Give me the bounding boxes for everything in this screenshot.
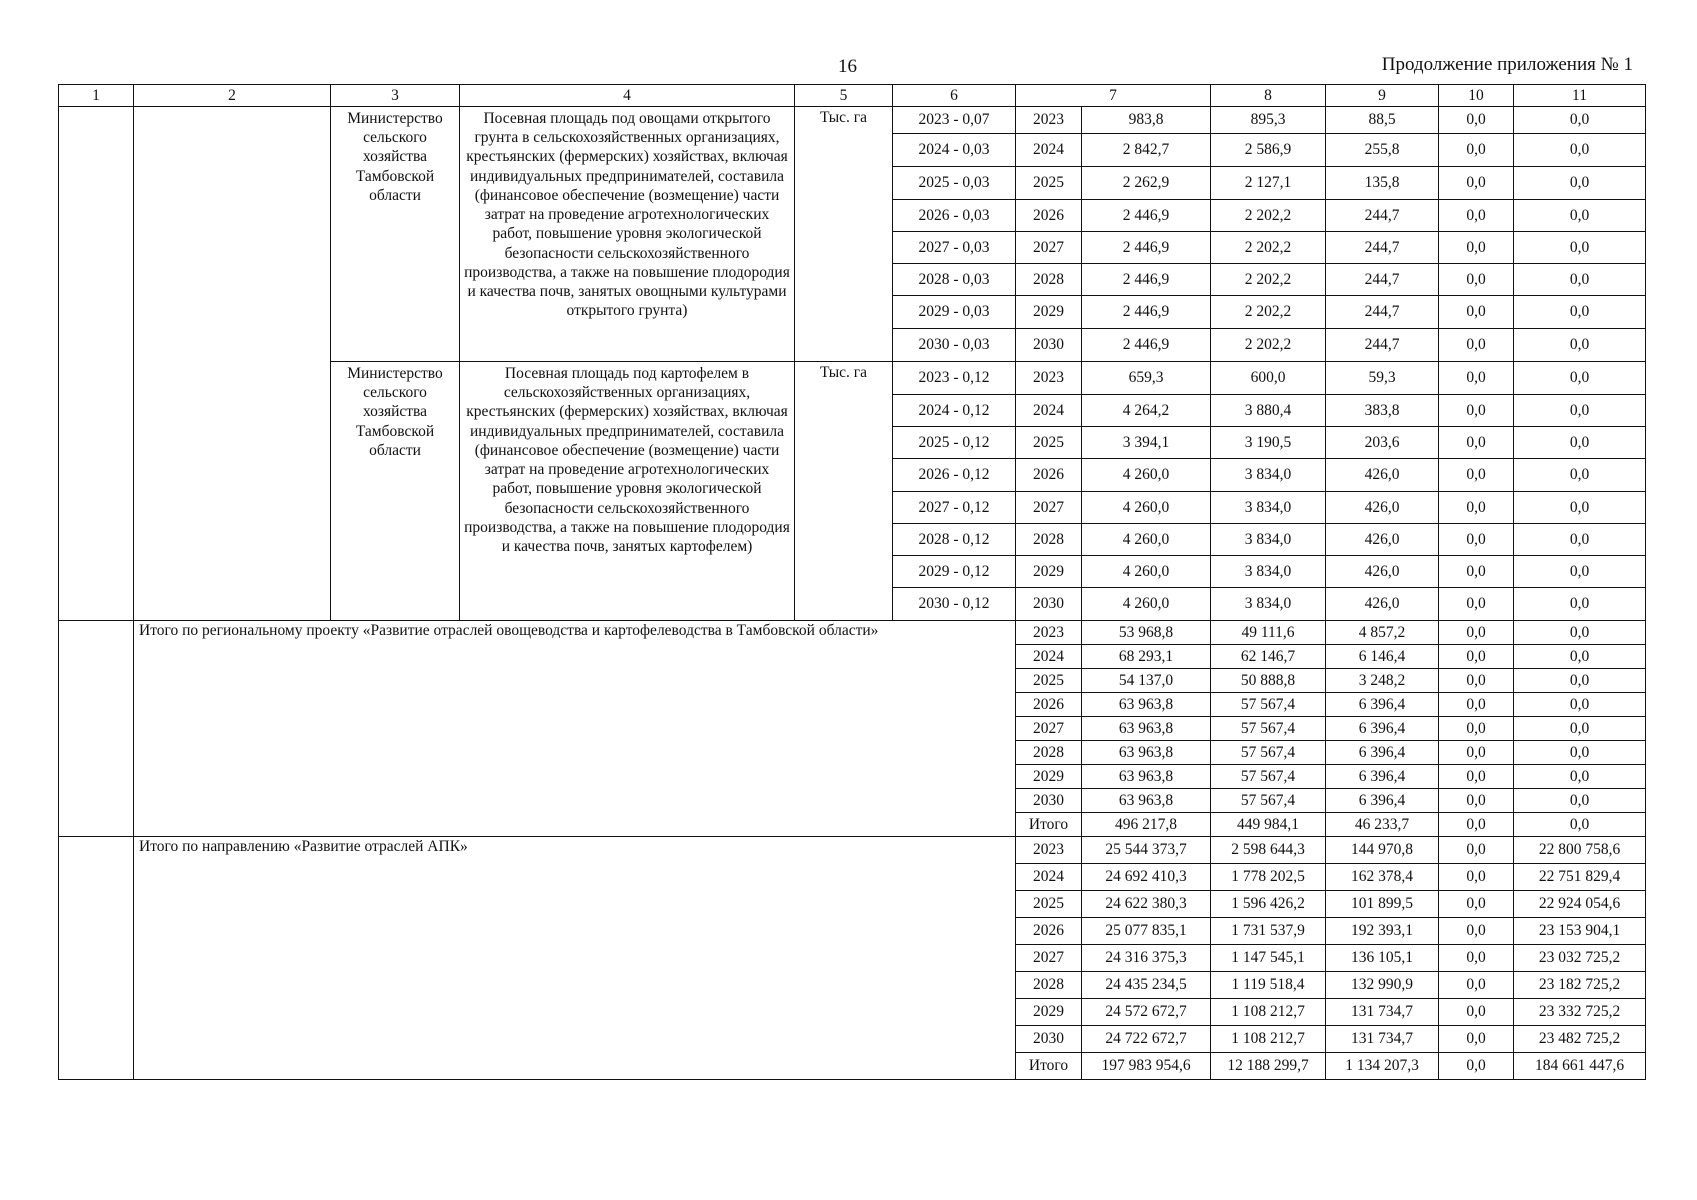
amount-cell: 0,0 [1514, 645, 1646, 669]
amount-cell: 192 393,1 [1326, 918, 1439, 945]
amount-cell: 449 984,1 [1211, 813, 1326, 837]
amount-cell: 22 800 758,6 [1514, 837, 1646, 864]
ministry-cell: Министерство сельского хозяйства Тамбовской области [331, 362, 460, 621]
amount-cell: 4 260,0 [1082, 588, 1211, 621]
page-number: 16 [838, 56, 857, 77]
amount-cell: 3 834,0 [1211, 524, 1326, 556]
amount-cell: 600,0 [1211, 362, 1326, 395]
total-label: Итого по направлению «Развитие отраслей АПК» [134, 837, 1016, 1080]
amount-cell: 0,0 [1439, 329, 1514, 362]
amount-cell: 0,0 [1514, 427, 1646, 459]
amount-cell: 1 119 518,4 [1211, 972, 1326, 999]
amount-cell: 4 260,0 [1082, 556, 1211, 588]
year-cell: Итого [1016, 813, 1082, 837]
total-number-cell [59, 621, 134, 837]
amount-cell: 22 751 829,4 [1514, 864, 1646, 891]
amount-cell: 2 202,2 [1211, 200, 1326, 232]
header-row [59, 85, 1646, 107]
amount-cell: 0,0 [1514, 556, 1646, 588]
target-value-cell: 2024 - 0,12 [893, 395, 1016, 427]
amount-cell: 426,0 [1326, 492, 1439, 524]
column-header-3: 3 [331, 85, 460, 107]
amount-cell: 0,0 [1514, 232, 1646, 264]
amount-cell: 2 446,9 [1082, 200, 1211, 232]
target-value-cell: 2027 - 0,12 [893, 492, 1016, 524]
ministry-cell: Министерство сельского хозяйства Тамбовской области [331, 107, 460, 362]
amount-cell: 0,0 [1439, 1053, 1514, 1080]
amount-cell: 0,0 [1514, 329, 1646, 362]
amount-cell: 57 567,4 [1211, 741, 1326, 765]
target-value-cell: 2030 - 0,12 [893, 588, 1016, 621]
table-row [59, 107, 1646, 134]
amount-cell: 0,0 [1439, 167, 1514, 200]
amount-cell: 63 963,8 [1082, 741, 1211, 765]
amount-cell: 24 316 375,3 [1082, 945, 1211, 972]
column-header-4: 4 [460, 85, 795, 107]
amount-cell: 132 990,9 [1326, 972, 1439, 999]
amount-cell: 0,0 [1439, 134, 1514, 167]
year-cell: 2029 [1016, 999, 1082, 1026]
year-cell: 2028 [1016, 972, 1082, 999]
amount-cell: 0,0 [1514, 741, 1646, 765]
amount-cell: 0,0 [1439, 296, 1514, 329]
year-cell: 2028 [1016, 524, 1082, 556]
amount-cell: 1 731 537,9 [1211, 918, 1326, 945]
amount-cell: 0,0 [1439, 813, 1514, 837]
amount-cell: 63 963,8 [1082, 765, 1211, 789]
amount-cell: 59,3 [1326, 362, 1439, 395]
amount-cell: 0,0 [1439, 362, 1514, 395]
amount-cell: 0,0 [1514, 669, 1646, 693]
amount-cell: 49 111,6 [1211, 621, 1326, 645]
amount-cell: 0,0 [1514, 395, 1646, 427]
year-cell: 2027 [1016, 232, 1082, 264]
amount-cell: 659,3 [1082, 362, 1211, 395]
year-cell: 2030 [1016, 789, 1082, 813]
year-cell: 2030 [1016, 1026, 1082, 1053]
amount-cell: 0,0 [1439, 395, 1514, 427]
year-cell: 2026 [1016, 918, 1082, 945]
year-cell: 2024 [1016, 134, 1082, 167]
amount-cell: 0,0 [1514, 296, 1646, 329]
year-cell: 2029 [1016, 556, 1082, 588]
amount-cell: 1 778 202,5 [1211, 864, 1326, 891]
target-value-cell: 2029 - 0,03 [893, 296, 1016, 329]
year-cell: 2023 [1016, 621, 1082, 645]
amount-cell: 0,0 [1439, 999, 1514, 1026]
amount-cell: 3 880,4 [1211, 395, 1326, 427]
amount-cell: 2 586,9 [1211, 134, 1326, 167]
amount-cell: 0,0 [1514, 813, 1646, 837]
amount-cell: 2 446,9 [1082, 296, 1211, 329]
amount-cell: 1 108 212,7 [1211, 999, 1326, 1026]
amount-cell: 3 394,1 [1082, 427, 1211, 459]
amount-cell: 1 108 212,7 [1211, 1026, 1326, 1053]
target-value-cell: 2029 - 0,12 [893, 556, 1016, 588]
amount-cell: 0,0 [1439, 427, 1514, 459]
amount-cell: 0,0 [1514, 789, 1646, 813]
amount-cell: 2 202,2 [1211, 329, 1326, 362]
year-cell: 2027 [1016, 945, 1082, 972]
amount-cell: 0,0 [1514, 588, 1646, 621]
year-cell: 2024 [1016, 864, 1082, 891]
amount-cell: 0,0 [1439, 556, 1514, 588]
target-value-cell: 2024 - 0,03 [893, 134, 1016, 167]
target-value-cell: 2025 - 0,12 [893, 427, 1016, 459]
column-header-7: 7 [1016, 85, 1211, 107]
amount-cell: 0,0 [1439, 645, 1514, 669]
amount-cell: 0,0 [1439, 621, 1514, 645]
year-cell: 2030 [1016, 329, 1082, 362]
amount-cell: 6 396,4 [1326, 741, 1439, 765]
amount-cell: 0,0 [1514, 717, 1646, 741]
amount-cell: 0,0 [1439, 789, 1514, 813]
amount-cell: 0,0 [1439, 972, 1514, 999]
total-row [59, 621, 1646, 645]
amount-cell: 68 293,1 [1082, 645, 1211, 669]
indicator-cell: Посевная площадь под овощами открытого грунта в сельскохозяйственных организациях, крестьянских (фермерских) хозяйствах, включая индивидуальных предпринимателей, составила (финансовое обеспечение (возмещение) части затрат на проведение агротехнологических работ, повышение уровня экологической безопасности сельскохозяйственного производства, а также на повышение плодородия и качества почв, занятых овощными культурами открытого грунта) [460, 107, 795, 362]
amount-cell: 983,8 [1082, 107, 1211, 134]
amount-cell: 0,0 [1514, 524, 1646, 556]
column-header-8: 8 [1211, 85, 1326, 107]
amount-cell: 88,5 [1326, 107, 1439, 134]
year-cell: 2023 [1016, 107, 1082, 134]
amount-cell: 0,0 [1439, 264, 1514, 296]
amount-cell: 0,0 [1514, 621, 1646, 645]
year-cell: 2023 [1016, 837, 1082, 864]
year-cell: 2029 [1016, 765, 1082, 789]
amount-cell: 0,0 [1439, 200, 1514, 232]
year-cell: Итого [1016, 1053, 1082, 1080]
total-label: Итого по региональному проекту «Развитие отраслей овощеводства и картофелеводства в Тамбовской области» [134, 621, 1016, 837]
year-cell: 2029 [1016, 296, 1082, 329]
year-cell: 2026 [1016, 200, 1082, 232]
amount-cell: 0,0 [1439, 741, 1514, 765]
amount-cell: 6 146,4 [1326, 645, 1439, 669]
amount-cell: 46 233,7 [1326, 813, 1439, 837]
year-cell: 2025 [1016, 669, 1082, 693]
year-cell: 2025 [1016, 891, 1082, 918]
year-cell: 2026 [1016, 693, 1082, 717]
amount-cell: 197 983 954,6 [1082, 1053, 1211, 1080]
amount-cell: 54 137,0 [1082, 669, 1211, 693]
amount-cell: 144 970,8 [1326, 837, 1439, 864]
amount-cell: 0,0 [1439, 588, 1514, 621]
year-cell: 2025 [1016, 167, 1082, 200]
amount-cell: 135,8 [1326, 167, 1439, 200]
amount-cell: 4 260,0 [1082, 492, 1211, 524]
year-cell: 2027 [1016, 717, 1082, 741]
year-cell: 2028 [1016, 264, 1082, 296]
amount-cell: 131 734,7 [1326, 1026, 1439, 1053]
amount-cell: 184 661 447,6 [1514, 1053, 1646, 1080]
amount-cell: 0,0 [1439, 717, 1514, 741]
budget-table [58, 84, 1646, 1080]
target-value-cell: 2028 - 0,12 [893, 524, 1016, 556]
event-name-cell [134, 107, 331, 621]
amount-cell: 2 598 644,3 [1211, 837, 1326, 864]
unit-cell: Тыс. га [795, 107, 893, 362]
amount-cell: 57 567,4 [1211, 693, 1326, 717]
amount-cell: 23 182 725,2 [1514, 972, 1646, 999]
amount-cell: 2 202,2 [1211, 264, 1326, 296]
amount-cell: 244,7 [1326, 296, 1439, 329]
amount-cell: 23 153 904,1 [1514, 918, 1646, 945]
amount-cell: 0,0 [1514, 693, 1646, 717]
amount-cell: 4 857,2 [1326, 621, 1439, 645]
amount-cell: 63 963,8 [1082, 693, 1211, 717]
amount-cell: 2 262,9 [1082, 167, 1211, 200]
amount-cell: 426,0 [1326, 524, 1439, 556]
amount-cell: 244,7 [1326, 264, 1439, 296]
amount-cell: 3 834,0 [1211, 492, 1326, 524]
amount-cell: 3 248,2 [1326, 669, 1439, 693]
amount-cell: 2 127,1 [1211, 167, 1326, 200]
amount-cell: 0,0 [1514, 107, 1646, 134]
amount-cell: 496 217,8 [1082, 813, 1211, 837]
amount-cell: 0,0 [1439, 765, 1514, 789]
amount-cell: 162 378,4 [1326, 864, 1439, 891]
amount-cell: 24 572 672,7 [1082, 999, 1211, 1026]
amount-cell: 24 622 380,3 [1082, 891, 1211, 918]
amount-cell: 2 446,9 [1082, 329, 1211, 362]
amount-cell: 2 202,2 [1211, 232, 1326, 264]
amount-cell: 50 888,8 [1211, 669, 1326, 693]
year-cell: 2027 [1016, 492, 1082, 524]
amount-cell: 0,0 [1439, 492, 1514, 524]
column-header-6: 6 [893, 85, 1016, 107]
amount-cell: 22 924 054,6 [1514, 891, 1646, 918]
amount-cell: 53 968,8 [1082, 621, 1211, 645]
amount-cell: 0,0 [1514, 200, 1646, 232]
amount-cell: 57 567,4 [1211, 717, 1326, 741]
amount-cell: 24 435 234,5 [1082, 972, 1211, 999]
amount-cell: 23 032 725,2 [1514, 945, 1646, 972]
amount-cell: 426,0 [1326, 588, 1439, 621]
unit-cell: Тыс. га [795, 362, 893, 621]
amount-cell: 0,0 [1514, 134, 1646, 167]
amount-cell: 23 482 725,2 [1514, 1026, 1646, 1053]
amount-cell: 136 105,1 [1326, 945, 1439, 972]
amount-cell: 2 202,2 [1211, 296, 1326, 329]
amount-cell: 4 260,0 [1082, 524, 1211, 556]
column-header-9: 9 [1326, 85, 1439, 107]
continuation-note: Продолжение приложения № 1 [1381, 54, 1633, 75]
row-number-cell [59, 107, 134, 621]
total-number-cell [59, 837, 134, 1080]
amount-cell: 4 264,2 [1082, 395, 1211, 427]
target-value-cell: 2025 - 0,03 [893, 167, 1016, 200]
amount-cell: 383,8 [1326, 395, 1439, 427]
amount-cell: 23 332 725,2 [1514, 999, 1646, 1026]
amount-cell: 0,0 [1514, 492, 1646, 524]
column-header-1: 1 [59, 85, 134, 107]
amount-cell: 203,6 [1326, 427, 1439, 459]
amount-cell: 12 188 299,7 [1211, 1053, 1326, 1080]
amount-cell: 101 899,5 [1326, 891, 1439, 918]
year-cell: 2024 [1016, 395, 1082, 427]
amount-cell: 244,7 [1326, 232, 1439, 264]
amount-cell: 0,0 [1439, 864, 1514, 891]
amount-cell: 6 396,4 [1326, 765, 1439, 789]
target-value-cell: 2027 - 0,03 [893, 232, 1016, 264]
amount-cell: 0,0 [1439, 107, 1514, 134]
amount-cell: 0,0 [1514, 362, 1646, 395]
amount-cell: 3 834,0 [1211, 556, 1326, 588]
amount-cell: 57 567,4 [1211, 765, 1326, 789]
amount-cell: 2 842,7 [1082, 134, 1211, 167]
amount-cell: 0,0 [1514, 459, 1646, 492]
amount-cell: 426,0 [1326, 556, 1439, 588]
amount-cell: 0,0 [1514, 264, 1646, 296]
amount-cell: 6 396,4 [1326, 789, 1439, 813]
amount-cell: 3 190,5 [1211, 427, 1326, 459]
amount-cell: 2 446,9 [1082, 264, 1211, 296]
amount-cell: 131 734,7 [1326, 999, 1439, 1026]
amount-cell: 25 077 835,1 [1082, 918, 1211, 945]
amount-cell: 0,0 [1439, 524, 1514, 556]
target-value-cell: 2028 - 0,03 [893, 264, 1016, 296]
year-cell: 2026 [1016, 459, 1082, 492]
column-header-10: 10 [1439, 85, 1514, 107]
target-value-cell: 2026 - 0,03 [893, 200, 1016, 232]
target-value-cell: 2023 - 0,07 [893, 107, 1016, 134]
year-cell: 2025 [1016, 427, 1082, 459]
amount-cell: 2 446,9 [1082, 232, 1211, 264]
year-cell: 2023 [1016, 362, 1082, 395]
indicator-cell: Посевная площадь под картофелем в сельскохозяйственных организациях, крестьянских (фермерских) хозяйствах, включая индивидуальных предпринимателей, составила (финансовое обеспечение (возмещение) части затрат на проведение агротехнологических работ, повышение уровня экологической безопасности сельскохозяйственного производства, а также на повышение плодородия и качества почв, занятых картофелем) [460, 362, 795, 621]
amount-cell: 0,0 [1439, 1026, 1514, 1053]
amount-cell: 255,8 [1326, 134, 1439, 167]
year-cell: 2030 [1016, 588, 1082, 621]
amount-cell: 895,3 [1211, 107, 1326, 134]
amount-cell: 0,0 [1439, 459, 1514, 492]
amount-cell: 1 134 207,3 [1326, 1053, 1439, 1080]
amount-cell: 3 834,0 [1211, 588, 1326, 621]
amount-cell: 0,0 [1439, 945, 1514, 972]
amount-cell: 24 722 672,7 [1082, 1026, 1211, 1053]
amount-cell: 6 396,4 [1326, 717, 1439, 741]
amount-cell: 24 692 410,3 [1082, 864, 1211, 891]
amount-cell: 0,0 [1439, 891, 1514, 918]
target-value-cell: 2030 - 0,03 [893, 329, 1016, 362]
amount-cell: 244,7 [1326, 200, 1439, 232]
column-header-5: 5 [795, 85, 893, 107]
amount-cell: 63 963,8 [1082, 789, 1211, 813]
amount-cell: 244,7 [1326, 329, 1439, 362]
amount-cell: 0,0 [1439, 918, 1514, 945]
amount-cell: 0,0 [1439, 693, 1514, 717]
amount-cell: 25 544 373,7 [1082, 837, 1211, 864]
target-value-cell: 2026 - 0,12 [893, 459, 1016, 492]
amount-cell: 1 596 426,2 [1211, 891, 1326, 918]
column-header-11: 11 [1514, 85, 1646, 107]
amount-cell: 57 567,4 [1211, 789, 1326, 813]
amount-cell: 0,0 [1514, 167, 1646, 200]
amount-cell: 426,0 [1326, 459, 1439, 492]
year-cell: 2024 [1016, 645, 1082, 669]
amount-cell: 63 963,8 [1082, 717, 1211, 741]
amount-cell: 1 147 545,1 [1211, 945, 1326, 972]
amount-cell: 0,0 [1439, 669, 1514, 693]
year-cell: 2028 [1016, 741, 1082, 765]
amount-cell: 4 260,0 [1082, 459, 1211, 492]
amount-cell: 6 396,4 [1326, 693, 1439, 717]
column-header-2: 2 [134, 85, 331, 107]
amount-cell: 62 146,7 [1211, 645, 1326, 669]
amount-cell: 0,0 [1514, 765, 1646, 789]
amount-cell: 0,0 [1439, 232, 1514, 264]
total-row [59, 837, 1646, 864]
amount-cell: 3 834,0 [1211, 459, 1326, 492]
amount-cell: 0,0 [1439, 837, 1514, 864]
target-value-cell: 2023 - 0,12 [893, 362, 1016, 395]
